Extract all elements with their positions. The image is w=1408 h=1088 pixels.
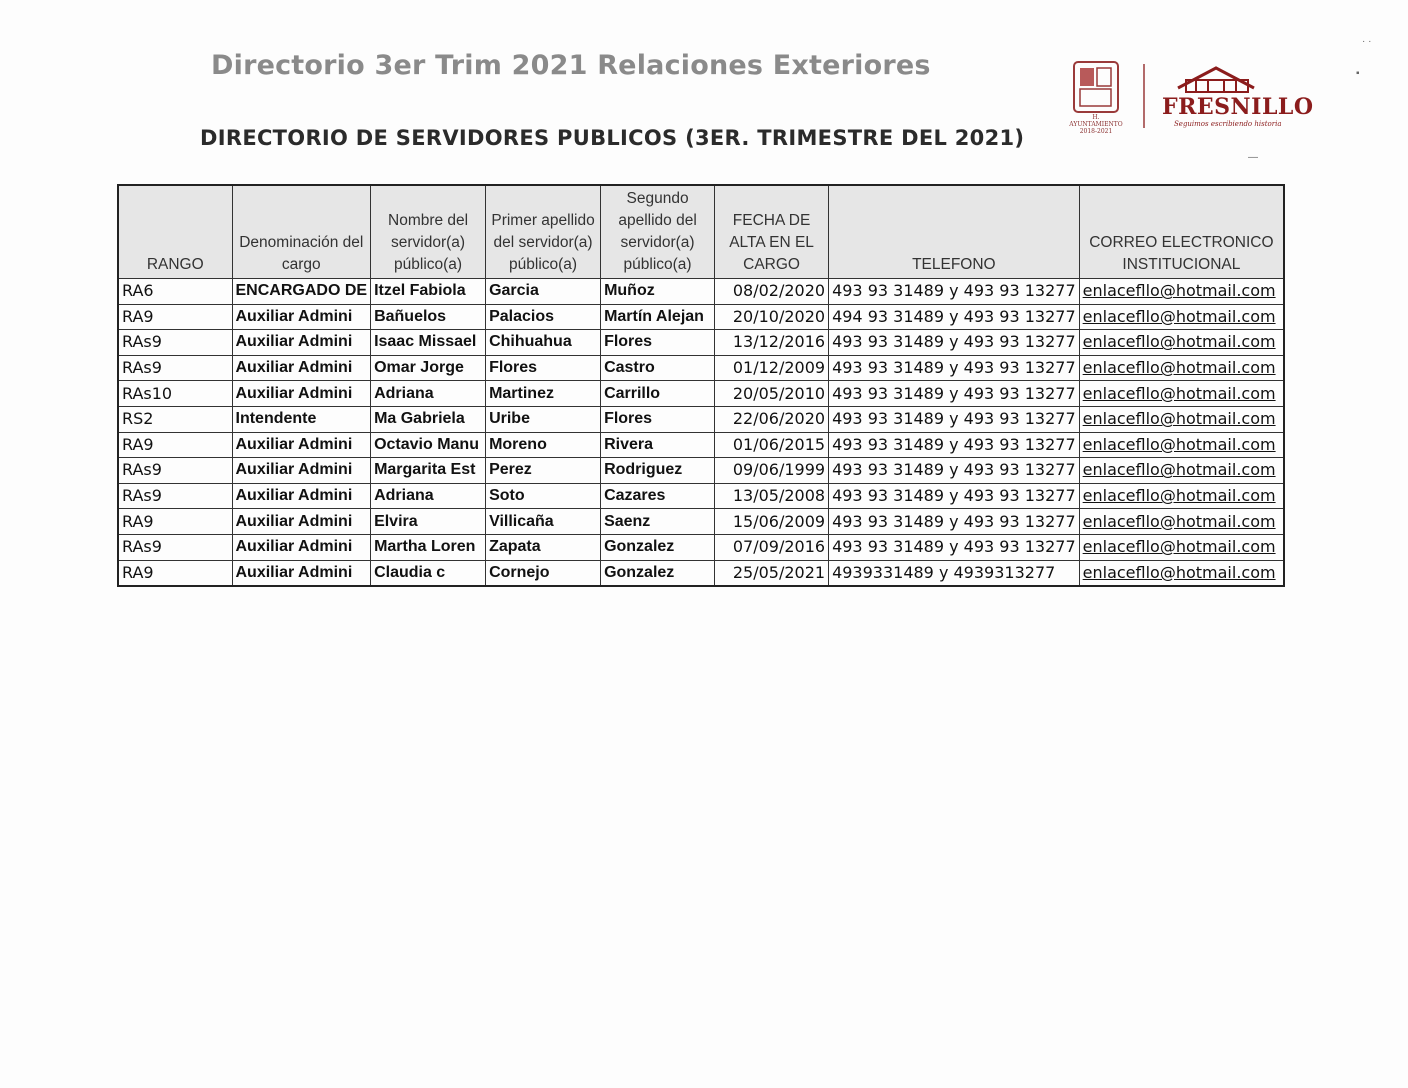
cell-fecha: 25/05/2021 (715, 560, 829, 586)
table-row (118, 279, 1284, 305)
table-row (118, 458, 1284, 484)
cell-rango: RA9 (118, 304, 232, 330)
cell-apellido2: Carrillo (601, 381, 715, 407)
cell-correo[interactable]: enlacefllo@hotmail.com (1079, 483, 1284, 509)
cell-cargo: Auxiliar Admini (232, 432, 371, 458)
cell-correo[interactable]: enlacefllo@hotmail.com (1079, 560, 1284, 586)
cell-nombre: Octavio Manu (371, 432, 486, 458)
cell-nombre: Margarita Est (371, 458, 486, 484)
cell-apellido2: Rodriguez (601, 458, 715, 484)
cell-fecha: 15/06/2009 (715, 509, 829, 535)
cell-apellido2: Martín Alejan (601, 304, 715, 330)
cell-correo[interactable]: enlacefllo@hotmail.com (1079, 381, 1284, 407)
cell-rango: RAs9 (118, 330, 232, 356)
column-header-telefono: TELEFONO (829, 185, 1080, 279)
seal-caption-line-1: H. AYUNTAMIENTO (1069, 114, 1123, 128)
column-header-apellido2: Segundo apellido del servidor(a) público(a) (601, 185, 715, 279)
cell-cargo: Intendente (232, 406, 371, 432)
table-row (118, 304, 1284, 330)
column-header-rango: RANGO (118, 185, 232, 279)
cell-fecha: 01/06/2015 (715, 432, 829, 458)
document-title: Directorio 3er Trim 2021 Relaciones Exteriores (211, 50, 931, 81)
cell-cargo: Auxiliar Admini (232, 534, 371, 560)
cell-nombre: Ma Gabriela (371, 406, 486, 432)
cell-nombre: Claudia c (371, 560, 486, 586)
cell-telefono: 493 93 31489 y 493 93 13277 (829, 279, 1080, 305)
table-row (118, 355, 1284, 381)
cell-apellido2: Saenz (601, 509, 715, 535)
cell-apellido2: Gonzalez (601, 534, 715, 560)
cell-telefono: 493 93 31489 y 493 93 13277 (829, 355, 1080, 381)
cell-cargo: ENCARGADO DE (232, 279, 371, 305)
cell-telefono: 493 93 31489 y 493 93 13277 (829, 483, 1080, 509)
fresnillo-building-icon (1066, 58, 1292, 98)
cell-rango: RAs9 (118, 483, 232, 509)
cell-cargo: Auxiliar Admini (232, 330, 371, 356)
cell-nombre: Isaac Missael (371, 330, 486, 356)
seal-caption-line-2: 2018-2021 (1079, 128, 1113, 135)
cell-correo[interactable]: enlacefllo@hotmail.com (1079, 279, 1284, 305)
cell-cargo: Auxiliar Admini (232, 509, 371, 535)
cell-cargo: Auxiliar Admini (232, 458, 371, 484)
table-row (118, 534, 1284, 560)
table-row (118, 406, 1284, 432)
logos (1066, 58, 1314, 135)
cell-rango: RS2 (118, 406, 232, 432)
cell-fecha: 09/06/1999 (715, 458, 829, 484)
scan-mark: ▪ (1356, 68, 1360, 79)
cell-correo[interactable]: enlacefllo@hotmail.com (1079, 534, 1284, 560)
cell-fecha: 08/02/2020 (715, 279, 829, 305)
cell-nombre: Martha Loren (371, 534, 486, 560)
cell-nombre: Bañuelos (371, 304, 486, 330)
cell-rango: RAs9 (118, 458, 232, 484)
cell-rango: RAs9 (118, 355, 232, 381)
cell-telefono: 493 93 31489 y 493 93 13277 (829, 381, 1080, 407)
cell-apellido1: Soto (486, 483, 601, 509)
cell-apellido1: Palacios (486, 304, 601, 330)
cell-correo[interactable]: enlacefllo@hotmail.com (1079, 432, 1284, 458)
cell-fecha: 20/10/2020 (715, 304, 829, 330)
cell-nombre: Omar Jorge (371, 355, 486, 381)
cell-correo[interactable]: enlacefllo@hotmail.com (1079, 355, 1284, 381)
cell-telefono: 493 93 31489 y 493 93 13277 (829, 458, 1080, 484)
cell-rango: RAs9 (118, 534, 232, 560)
cell-apellido1: Cornejo (486, 560, 601, 586)
cell-correo[interactable]: enlacefllo@hotmail.com (1079, 509, 1284, 535)
cell-apellido2: Flores (601, 406, 715, 432)
cell-cargo: Auxiliar Admini (232, 355, 371, 381)
cell-apellido2: Cazares (601, 483, 715, 509)
scan-mark: · · (1362, 36, 1372, 47)
cell-fecha: 22/06/2020 (715, 406, 829, 432)
cell-fecha: 01/12/2009 (715, 355, 829, 381)
cell-cargo: Auxiliar Admini (232, 304, 371, 330)
cell-nombre: Adriana (371, 381, 486, 407)
cell-apellido1: Perez (486, 458, 601, 484)
cell-nombre: Itzel Fabiola (371, 279, 486, 305)
column-header-nombre: Nombre del servidor(a) público(a) (371, 185, 486, 279)
cell-telefono: 494 93 31489 y 493 93 13277 (829, 304, 1080, 330)
cell-apellido2: Muñoz (601, 279, 715, 305)
cell-apellido2: Castro (601, 355, 715, 381)
cell-apellido2: Rivera (601, 432, 715, 458)
cell-telefono: 493 93 31489 y 493 93 13277 (829, 406, 1080, 432)
scan-mark: — (1248, 152, 1258, 163)
brand-name: FRESNILLO (1162, 94, 1314, 120)
table-row (118, 483, 1284, 509)
table-row (118, 330, 1284, 356)
cell-cargo: Auxiliar Admini (232, 381, 371, 407)
cell-correo[interactable]: enlacefllo@hotmail.com (1079, 458, 1284, 484)
cell-fecha: 07/09/2016 (715, 534, 829, 560)
cell-apellido1: Garcia (486, 279, 601, 305)
cell-apellido1: Villicaña (486, 509, 601, 535)
cell-cargo: Auxiliar Admini (232, 483, 371, 509)
cell-apellido1: Moreno (486, 432, 601, 458)
cell-cargo: Auxiliar Admini (232, 560, 371, 586)
column-header-cargo: Denominación del cargo (232, 185, 371, 279)
cell-fecha: 20/05/2010 (715, 381, 829, 407)
seal-caption (1066, 114, 1126, 135)
cell-telefono: 493 93 31489 y 493 93 13277 (829, 432, 1080, 458)
table-row (118, 509, 1284, 535)
cell-rango: RA9 (118, 509, 232, 535)
cell-apellido1: Flores (486, 355, 601, 381)
cell-apellido1: Zapata (486, 534, 601, 560)
column-header-apellido1: Primer apellido del servidor(a) público(a) (486, 185, 601, 279)
cell-telefono: 493 93 31489 y 493 93 13277 (829, 330, 1080, 356)
cell-nombre: Elvira (371, 509, 486, 535)
table-row (118, 560, 1284, 586)
table-row (118, 381, 1284, 407)
cell-fecha: 13/12/2016 (715, 330, 829, 356)
cell-nombre: Adriana (371, 483, 486, 509)
brand-tagline: Seguimos escribiendo historia (1174, 120, 1282, 128)
cell-correo[interactable]: enlacefllo@hotmail.com (1079, 406, 1284, 432)
cell-apellido2: Flores (601, 330, 715, 356)
cell-rango: RAs10 (118, 381, 232, 407)
directory-subtitle: DIRECTORIO DE SERVIDORES PUBLICOS (3ER. TRIMESTRE DEL 2021) (200, 126, 1025, 150)
cell-apellido1: Chihuahua (486, 330, 601, 356)
cell-apellido1: Uribe (486, 406, 601, 432)
table-header-row (118, 185, 1284, 279)
cell-rango: RA6 (118, 279, 232, 305)
cell-telefono: 4939331489 y 4939313277 (829, 560, 1080, 586)
cell-rango: RA9 (118, 432, 232, 458)
cell-correo[interactable]: enlacefllo@hotmail.com (1079, 304, 1284, 330)
column-header-fecha: FECHA DE ALTA EN EL CARGO (715, 185, 829, 279)
directory-table (117, 184, 1285, 587)
cell-rango: RA9 (118, 560, 232, 586)
cell-fecha: 13/05/2008 (715, 483, 829, 509)
cell-apellido2: Gonzalez (601, 560, 715, 586)
cell-apellido1: Martinez (486, 381, 601, 407)
table-row (118, 432, 1284, 458)
cell-correo[interactable]: enlacefllo@hotmail.com (1079, 330, 1284, 356)
cell-telefono: 493 93 31489 y 493 93 13277 (829, 509, 1080, 535)
column-header-correo: CORREO ELECTRONICO INSTITUCIONAL (1079, 185, 1284, 279)
cell-telefono: 493 93 31489 y 493 93 13277 (829, 534, 1080, 560)
